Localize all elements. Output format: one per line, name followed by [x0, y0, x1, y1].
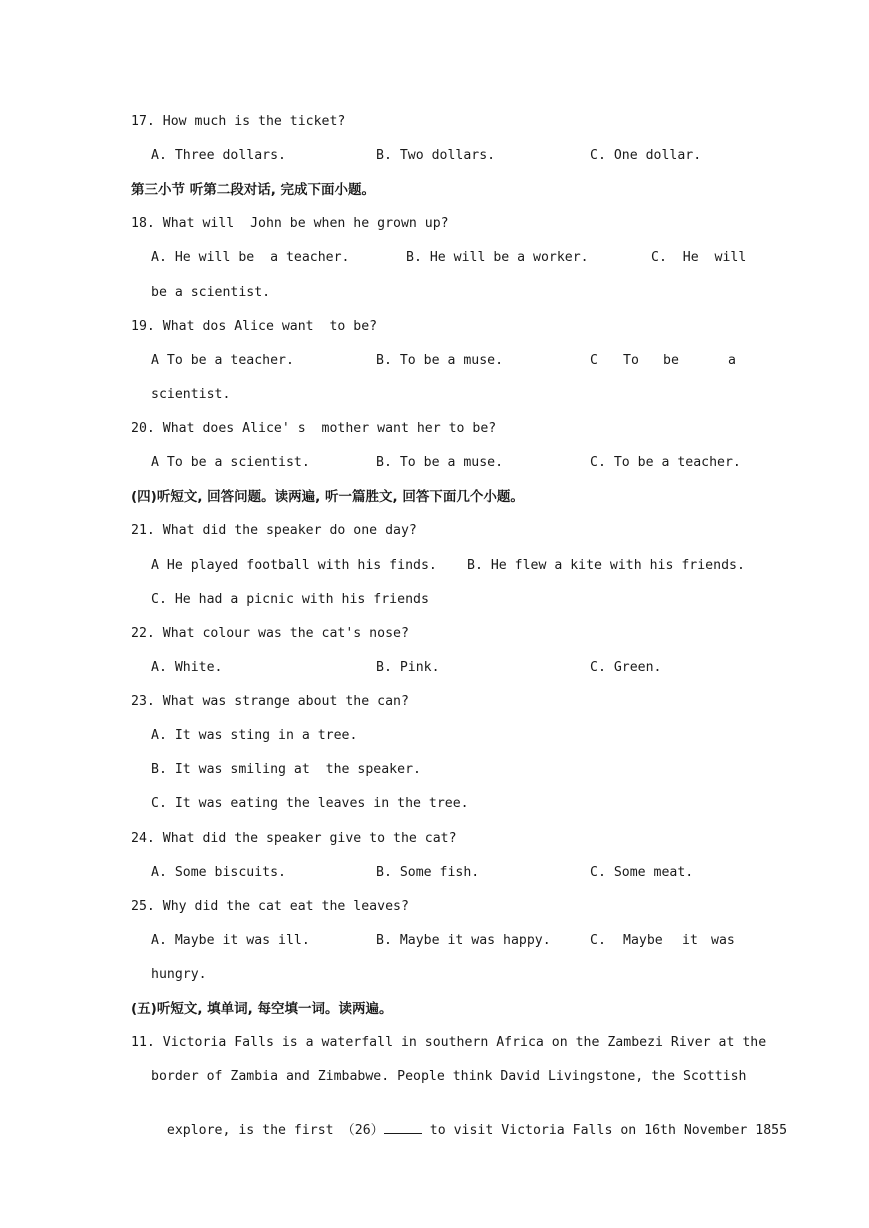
question-25-option-c-word: Maybe	[623, 933, 663, 948]
question-19-option-c-cont: scientist.	[151, 387, 231, 402]
question-21-option-a: A He played football with his finds.	[151, 558, 437, 573]
question-19-option-a: A To be a teacher.	[151, 353, 294, 368]
question-25-option-c-word: it	[682, 933, 698, 948]
question-21-stem: 21. What did the speaker do one day?	[131, 523, 417, 538]
question-19-stem: 19. What dos Alice want to be?	[131, 319, 378, 334]
question-20-option-a: A To be a scientist.	[151, 455, 310, 470]
question-22-stem: 22. What colour was the cat's nose?	[131, 626, 409, 641]
question-19-option-c-word: To	[623, 353, 639, 368]
question-24-option-c: C. Some meat.	[590, 865, 694, 880]
question-19-option-c-word: be	[663, 353, 679, 368]
question-25-stem: 25. Why did the cat eat the leaves?	[131, 899, 409, 914]
section-4-heading: (四)听短文, 回答问题。读两遍, 听一篇胜文, 回答下面几个小题。	[131, 489, 524, 505]
question-20-option-c: C. To be a teacher.	[590, 455, 741, 470]
question-24-option-a: A. Some biscuits.	[151, 865, 286, 880]
passage-line-2: border of Zambia and Zimbabwe. People think David Livingstone, the Scottish	[151, 1069, 747, 1084]
section-5-heading: (五)听短文, 填单词, 每空填一词。读两遍。	[131, 1001, 393, 1017]
question-25-option-a: A. Maybe it was ill.	[151, 933, 310, 948]
section-3-heading: 第三小节 听第二段对话, 完成下面小题。	[131, 182, 376, 198]
passage-line-3-start: explore, is the first （26）	[166, 1123, 384, 1138]
question-23-option-a: A. It was sting in a tree.	[151, 728, 358, 743]
question-21-option-b: B. He flew a kite with his friends.	[467, 558, 745, 573]
question-20-stem: 20. What does Alice' s mother want her to be?	[131, 421, 497, 436]
question-22-option-b: B. Pink.	[376, 660, 440, 675]
question-18-option-a: A. He will be a teacher.	[151, 250, 350, 265]
question-19-option-b: B. To be a muse.	[376, 353, 504, 368]
passage-line-1: 11. Victoria Falls is a waterfall in southern Africa on the Zambezi River at the	[131, 1035, 767, 1050]
question-20-option-b: B. To be a muse.	[376, 455, 504, 470]
question-18-option-b: B. He will be a worker.	[406, 250, 589, 265]
question-19-option-c-word: a	[728, 353, 736, 368]
question-25-option-b: B. Maybe it was happy.	[376, 933, 551, 948]
passage-line-3-end: to visit Victoria Falls on 16th November 1855	[421, 1123, 788, 1138]
question-23-option-c: C. It was eating the leaves in the tree.	[151, 796, 469, 811]
question-17-option-a: A. Three dollars.	[151, 148, 286, 163]
question-18-stem: 18. What will John be when he grown up?	[131, 216, 449, 231]
question-25-option-c-word: was	[711, 933, 735, 948]
question-25-option-c-cont: hungry.	[151, 967, 207, 982]
question-19-option-c-label: C	[590, 353, 598, 368]
question-22-option-c: C. Green.	[590, 660, 662, 675]
question-21-option-c: C. He had a picnic with his friends	[151, 592, 429, 607]
blank-26[interactable]	[384, 1121, 422, 1134]
question-25-option-c-label: C.	[590, 933, 606, 948]
passage-line-3	[151, 1103, 787, 1140]
question-18-option-c: C. He will	[651, 250, 747, 265]
question-22-option-a: A. White.	[151, 660, 223, 675]
question-24-option-b: B. Some fish.	[376, 865, 480, 880]
question-17-option-b: B. Two dollars.	[376, 148, 496, 163]
question-23-option-b: B. It was smiling at the speaker.	[151, 762, 421, 777]
question-17-stem: 17. How much is the ticket?	[131, 114, 346, 129]
question-23-stem: 23. What was strange about the can?	[131, 694, 409, 709]
question-24-stem: 24. What did the speaker give to the cat?	[131, 831, 457, 846]
question-17-option-c: C. One dollar.	[590, 148, 702, 163]
question-18-option-c-cont: be a scientist.	[151, 285, 271, 300]
